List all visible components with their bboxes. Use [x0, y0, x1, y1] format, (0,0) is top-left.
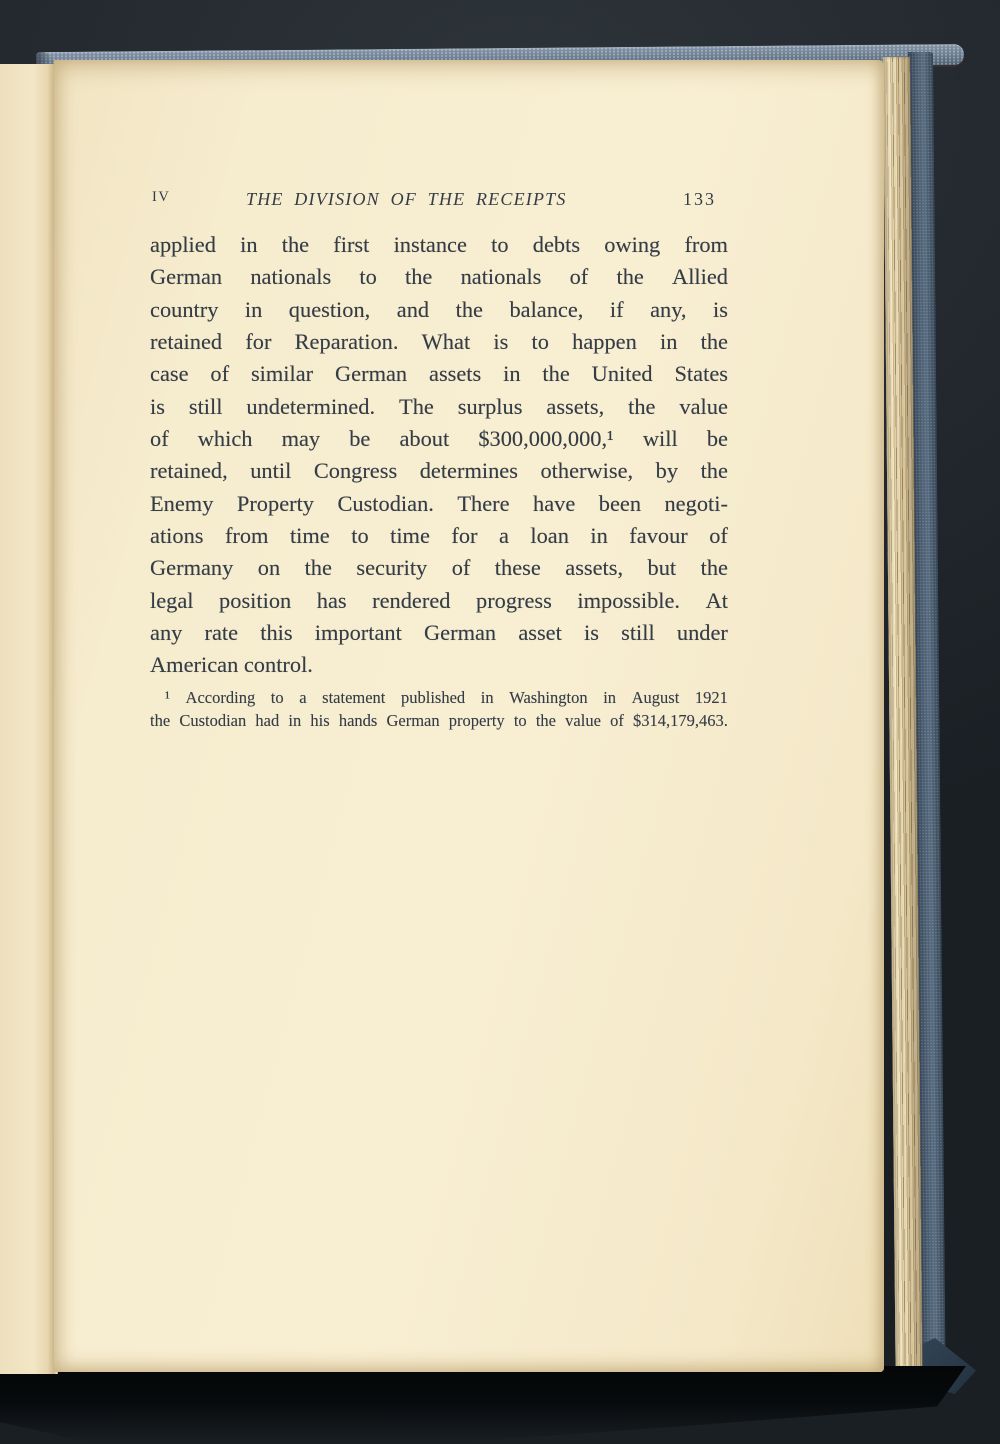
text-line: any rate this important German asset is still under [150, 620, 728, 646]
footnote [150, 686, 728, 733]
text-line: ations from time to time for a loan in favour of [150, 523, 728, 549]
page-content [150, 184, 728, 733]
text-line: retained, until Congress determines otherwise, by the [150, 458, 728, 484]
text-line: is still undetermined. The surplus assets, the value [150, 393, 728, 419]
text-line: Enemy Property Custodian. There have been negoti- [150, 490, 728, 516]
page-number: 133 [683, 189, 716, 209]
chapter-numeral: IV [152, 189, 171, 205]
running-title: THE DIVISION OF THE RECEIPTS [246, 189, 567, 209]
text-line: Germany on the security of these assets, but the [150, 555, 728, 581]
text-line: German nationals to the nationals of the Allied [150, 264, 728, 290]
text-line: applied in the first instance to debts owing from [150, 232, 728, 257]
text-line: legal position has rendered progress impossible. At [150, 587, 728, 613]
page-header [150, 184, 728, 210]
facing-page-gutter [0, 64, 58, 1374]
text-line: case of similar German assets in the United States [150, 361, 728, 387]
text-line: country in question, and the balance, if any, is [150, 296, 728, 322]
footnote-line: ¹ According to a statement published in Washington in August 1921 [165, 687, 728, 707]
footnote-line: the Custodian had in his hands German property to the value of $314,179,463. [150, 711, 728, 731]
text-line: retained for Reparation. What is to happen in the [150, 329, 728, 355]
text-line: American control. [150, 652, 313, 678]
text-line: of which may be about $300,000,000,¹ will be [150, 426, 728, 452]
body-text [150, 229, 728, 682]
page-bottom-shadow [0, 1366, 966, 1444]
